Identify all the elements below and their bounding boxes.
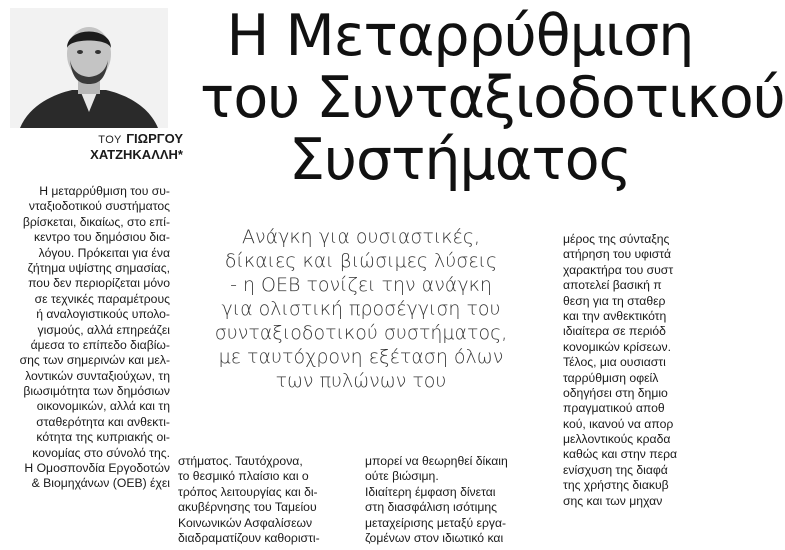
body-line: Ιδιαίτερη έμφαση δίνεται	[365, 484, 496, 499]
subtitle-line: για ολιστική προσέγγιση του	[221, 298, 501, 320]
body-line: σης και των μηχαν	[563, 493, 663, 508]
body-line: λοντικών συνταξιούχων, τη	[25, 368, 170, 383]
subtitle-line: δίκαιες και βιώσιμες λύσεις	[224, 250, 498, 272]
body-line: λόγου. Πρόκειται για ένα	[38, 245, 170, 260]
body-line: διαδραματίζουν καθοριστι-	[178, 530, 320, 545]
body-line: κού, ικανού να απορ	[563, 416, 674, 431]
author-name-last: ΧΑΤΖΗΚΑΛΛΗ*	[90, 147, 183, 162]
body-line: και την ανθεκτικότη	[563, 308, 667, 323]
body-line: πραγματικού αποθ	[563, 401, 665, 416]
body-line: μεταχείρισης μεταξύ εργα-	[365, 515, 507, 530]
body-line: ενίσχυση της διαφά	[563, 462, 668, 477]
body-line: κότητα της κυπριακής οι-	[36, 430, 170, 445]
body-line: σταθερότητα και ανθεκτι-	[36, 414, 170, 429]
article-subtitle	[196, 225, 526, 393]
body-line: καθώς και στην περα	[563, 447, 678, 462]
title-line: Η Μεταρρύθμιση	[226, 3, 694, 69]
body-line: βιωσιμότητα των δημόσιων	[23, 384, 170, 399]
subtitle-line: με ταυτόχρονη εξέταση όλων	[218, 346, 504, 368]
body-line: Τέλος, μια ουσιαστι	[563, 355, 666, 370]
body-line: νταξιοδοτικού συστήματος	[28, 199, 170, 214]
author-name-first: ΓΙΩΡΓΟΥ	[126, 131, 183, 146]
subtitle-line: συνταξιοδοτικού συστήματος,	[214, 322, 508, 344]
body-column-1	[0, 184, 170, 492]
body-column-4	[563, 232, 700, 509]
body-line: άμεσα το επίπεδο διαβίω-	[30, 337, 170, 352]
article-title	[200, 3, 785, 193]
body-line: χαρακτήρα του συστ	[563, 262, 674, 277]
body-line: στήματος. Ταυτόχρονα,	[178, 454, 303, 468]
body-line: σης των σημερινών και μελ-	[19, 353, 170, 368]
body-line: οδηγήσει στη δημιο	[563, 385, 668, 400]
title-line: Συστήματος	[288, 127, 632, 193]
body-line: Κοινωνικών Ασφαλίσεων	[178, 515, 313, 530]
author-portrait-image	[10, 8, 168, 128]
body-line: Η μεταρρύθμιση του συ-	[39, 184, 170, 198]
subtitle-line: - η ΟΕΒ τονίζει την ανάγκη	[230, 274, 492, 296]
body-line: θεση για τη σταθερ	[563, 293, 666, 308]
body-line: το θεσμικό πλαίσιο και ο	[178, 469, 309, 484]
body-line: ούτε βιώσιμη.	[365, 469, 439, 484]
body-line: ατήρηση του υφιστά	[563, 247, 671, 262]
body-line: βρίσκεται, δικαίως, στο επί-	[22, 214, 170, 229]
body-line: μελλοντικούς κραδα	[563, 432, 671, 447]
body-line: κεντρο του δημόσιου δια-	[33, 230, 170, 245]
subtitle-line: Ανάγκη για ουσιαστικές,	[241, 226, 481, 248]
body-line: της χρήστης διακυβ	[563, 478, 669, 493]
body-line: κονομίας στο σύνολό της.	[32, 445, 170, 460]
subtitle-line: των πυλώνων του	[275, 370, 447, 392]
body-line: ζήτημα υψίστης σημασίας,	[27, 260, 170, 275]
body-line: που δεν περιορίζεται μόνο	[28, 276, 170, 291]
body-line: Η Ομοσπονδία Εργοδοτών	[24, 461, 170, 476]
body-column-3	[365, 454, 535, 546]
body-line: μπορεί να θεωρηθεί δίκαιη	[365, 454, 508, 468]
byline-prefix: ΤΟΥ	[98, 134, 122, 146]
body-line: & Βιομηχάνων (ΟΕΒ) έχει	[31, 476, 170, 491]
body-line: αποτελεί βασική π	[563, 278, 662, 293]
body-column-2	[178, 454, 353, 546]
body-line: στη διασφάλιση ισότιμης	[365, 500, 498, 515]
body-line: ζομένων στον ιδιωτικό και	[365, 530, 504, 545]
body-line: ιδιαίτερα σε περιόδ	[563, 324, 666, 339]
body-line: τρόπος λειτουργίας και δι-	[178, 484, 318, 499]
body-line: ή αναλογιστικούς υπολο-	[36, 307, 170, 322]
author-byline	[0, 130, 183, 162]
title-line: του Συνταξιοδοτικού	[200, 65, 785, 131]
body-line: γισμούς, αλλά επηρεάζει	[37, 322, 170, 337]
author-photo	[10, 8, 168, 128]
body-line: κονομικών κρίσεων.	[563, 339, 671, 354]
body-line: ταρρύθμιση οφείλ	[563, 370, 659, 385]
body-line: οικονομικών, αλλά και τη	[36, 399, 170, 414]
body-line: μέρος της σύνταξης	[563, 232, 670, 246]
body-line: σε τεχνικές παραμέτρους	[34, 291, 170, 306]
body-line: ακυβέρνησης του Ταμείου	[178, 500, 317, 515]
